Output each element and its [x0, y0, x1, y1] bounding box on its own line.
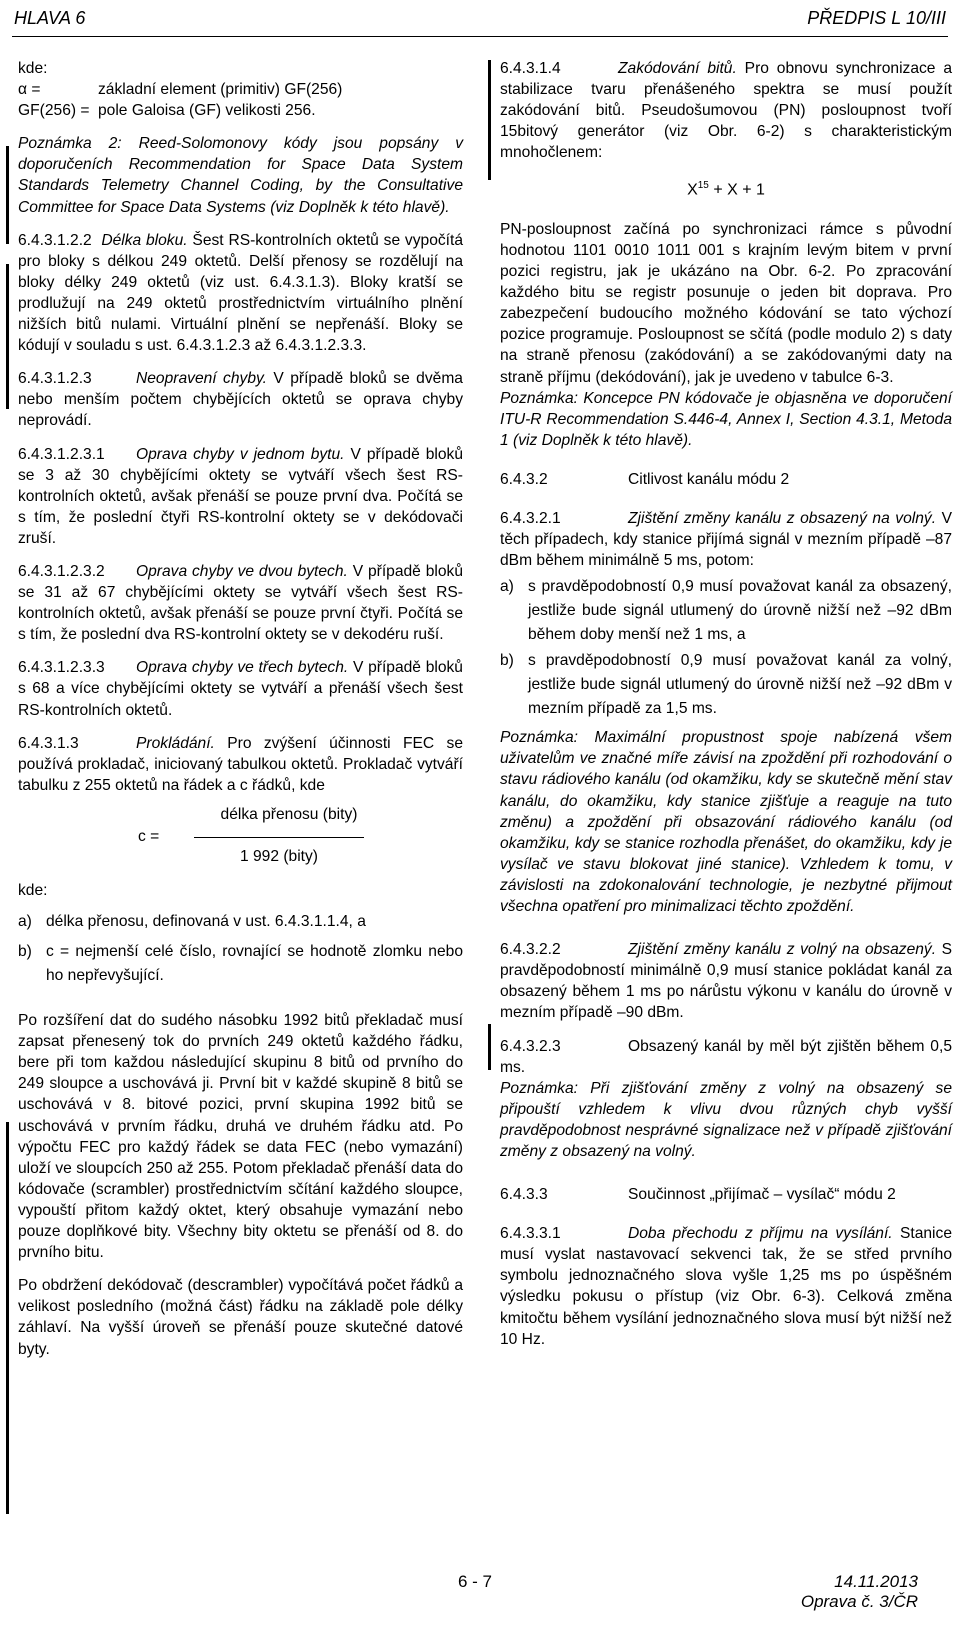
list-marker: a) — [18, 913, 32, 930]
section-number: 6.4.3.2.2 — [500, 941, 561, 959]
section-number: 6.4.3.1.4 — [500, 60, 561, 77]
section-text: Šest RS-kontrolních oktetů se vypočítá pro bloky s délkou 249 oktetů. Delší přenosy se rozdělují na bloky délky 249 oktetů (viz ust. 6.4.3.1.3). Bloky kratší se prodlužují na 249 oktetů prostřednictvím virtuálního plnění nižších bitů nulami. Virtuální plnění se nepřenáší. Bloky se kódují v souladu s ust. 6.4.3.1.2.3 až 6.4.3.1.2.3.3. — [18, 231, 464, 355]
fraction-denominator: 1 992 (bity) — [239, 847, 318, 865]
poly-term: X — [687, 181, 698, 199]
section-6-4-3-1-2-3-1 — [18, 444, 463, 549]
fraction-formula — [18, 804, 463, 874]
pn-note: Poznámka: Koncepce PN kódovače je objasněna ve doporučení ITU-R Recommendation S.446-4, Annex I, Section 4.3.1, Metoda 1 (viz Doplněk k této hlavě). — [500, 389, 952, 449]
list-text: s pravděpodobností 0,9 musí považovat kanál za volný, jestliže bude signál utlumený do úrovně nižší než –92 dBm v mezním případě za 1,5 ms. — [528, 652, 952, 718]
section-6-4-3-1-4 — [500, 58, 952, 163]
change-bar-pn — [488, 60, 491, 180]
footer-amendment — [801, 1572, 918, 1612]
section-title: Délka bloku. — [101, 231, 188, 249]
section-number: 6.4.3.1.2.3.1 — [18, 445, 105, 463]
max-throughput-note: Poznámka: Maximální propustnost spoje nabízená všem uživatelům ve značné míře závisí na zpoždění při rozhodování o stavu rádiového kanálu (od okamžiku, kdy se skutečně mění stav kanálu, do okamžiku, kdy stanice zjišťuje a reaguje na tuto změnu) a zpoždění při obsazování rádiového kanálu (od okamžiku, kdy se stanice rozhodla přenášet, do okamžiku, kdy je vysílač ve stavu blokovat jiné stanice). Vzhledem k tomu, v závislosti na zdokonalování technologie, je nezbytné přijmout všechna opatření pro minimalizaci těchto zpoždění. — [500, 729, 952, 916]
section-title: Oprava chyby ve třech bytech. — [136, 659, 349, 677]
definition-value: základní element (primitiv) GF(256) — [98, 81, 343, 99]
section-title: Zakódování bitů. — [618, 60, 737, 77]
section-number: 6.4.3.3.1 — [500, 1225, 561, 1243]
section-number: 6.4.3.2.1 — [500, 510, 561, 528]
list-marker: b) — [500, 652, 514, 670]
fraction-bar — [194, 837, 364, 838]
section-6-4-3-2-3 — [500, 1036, 952, 1078]
section-title: Zjištění změny kanálu z obsazený na volný. — [628, 510, 937, 528]
definition-value: pole Galoisa (GF) velikosti 256. — [98, 102, 316, 120]
page-number: 6 - 7 — [458, 1572, 493, 1591]
section-6-4-3-3 — [500, 1184, 952, 1205]
header-rule — [12, 36, 948, 37]
left-column — [18, 58, 463, 1372]
paragraph-deinterleaving: Po obdržení dekódovač (descrambler) vypočítává počet řádků a velikost posledního (možná část) řádku na základě pole délky záhlaví. Na vyšší úroveň se přenáší pouze skutečné datové byty. — [18, 1277, 463, 1358]
change-bar-prokladani — [6, 1122, 9, 1514]
change-bar-note-max — [488, 1024, 491, 1070]
list-item — [18, 911, 463, 932]
section-number: 6.4.3.2.3 — [500, 1037, 561, 1055]
section-number: 6.4.3.1.3 — [18, 734, 79, 752]
section-title: Doba přechodu z příjmu na vysílání. — [628, 1225, 893, 1243]
section-text: V případě bloků se 31 až 67 chybějícími oktety se vytváří všech šest RS-kontrolních oktetů, avšak přenáší se pouze první čtyři. Počítá se s tím, že poslední dva RS-kontrolní oktety se v dekodéru ruší. — [18, 562, 463, 644]
list-item — [500, 649, 952, 721]
section-text: V případě bloků s 68 a více chybějícími oktety se vytváří a přenáší všech šest RS-kontrolních oktetů. — [18, 659, 463, 719]
section-6-4-3-2-2 — [500, 939, 952, 1023]
fraction-numerator: délka přenosu (bity) — [220, 805, 358, 823]
fraction-lhs: c = — [138, 827, 160, 845]
section-text: Stanice musí vyslat nastavovací sekvenci tak, že se střed prvního symbolu jednoznačného slova vyšle 1,25 ms po úspěšném výsledku pokusu o přístup (viz Obr. 6-3). Celková změna kmitočtu během vysílání jednoznačného slova musí být nižší než 10 Hz. — [500, 1225, 952, 1348]
list-text: s pravděpodobností 0,9 musí považovat kanál za obsazený, jestliže bude signál utlumený do úrovně nižší než –92 dBm během doby menší než 1 ms, a — [528, 578, 952, 644]
list-text: délka přenosu, definovaná v ust. 6.4.3.1.1.4, a — [46, 913, 366, 930]
section-title: Součinnost „přijímač – vysílač“ módu 2 — [628, 1186, 896, 1204]
section-title: Oprava chyby ve dvou bytech. — [136, 562, 348, 580]
section-title: Neopravení chyby. — [136, 370, 267, 388]
section-title: Zjištění změny kanálu z volný na obsazený. — [628, 941, 937, 959]
detection-note: Poznámka: Při zjišťování změny z volný na obsazený se připouští vzhledem k vlivu dvou různých chyb vyšší pravděpodobnost nesprávné signalizace než v případě zjišťování změny z obsazený na volný. — [500, 1079, 952, 1160]
right-column — [500, 58, 952, 1362]
section-number: 6.4.3.1.2.3.3 — [18, 659, 105, 677]
section-6-4-3-1-2-3-3 — [18, 657, 463, 720]
pn-sequence-text: PN-posloupnost začíná po synchronizaci rámce s původní hodnotou 1101 0010 1011 001 s krajním levým bitem v první pozici registru, jak je ukázáno na Obr. 6-2. Po zpracování každého bitu se registr posunuje o jeden bit doprava. Pro zabezpečení budoucího možného kódování se tato výchozí pozice programuje. Posloupnost se sčítá (podle modulo 2) s daty na straně přenosu (zakódování) a se zakódovanými daty na straně příjmu (dekódování), jak je uvedeno v tabulce 6-3. — [500, 220, 952, 386]
characteristic-polynomial — [500, 175, 952, 200]
footer-date: 14.11.2013 — [834, 1572, 918, 1591]
definition-key: α = — [18, 81, 41, 99]
section-text: Pro zvýšení účinnosti FEC se používá prokladač, iniciovaný tabulkou oktetů. Prokladač vytváří tabulku z 255 oktetů na řádek a c řádků, kde — [18, 734, 463, 794]
section-6-4-3-1-3 — [18, 733, 463, 796]
change-bar-note2 — [6, 146, 9, 244]
list-item — [500, 575, 952, 647]
definition-gf — [18, 100, 463, 121]
footer-amendment-label: Oprava č. 3/ČR — [800, 1592, 918, 1611]
section-number: 6.4.3.2 — [500, 470, 548, 488]
definition-key: GF(256) = — [18, 102, 90, 120]
section-text: Pro obnovu synchronizace a stabilizace tvaru přenášeného spektra se musí použít zakódování bitů. Pseudošumovou (PN) posloupnost tvoří 15bitový generátor (viz Obr. 6-2) s charakteristickým mnohočlenem: — [500, 60, 952, 162]
kde-label: kde: — [18, 60, 48, 77]
section-6-4-3-1-2-3-2 — [18, 561, 463, 645]
list-marker: b) — [18, 943, 32, 961]
poly-rest: + X + 1 — [708, 181, 765, 199]
section-text: V případě bloků se 3 až 30 chybějícími oktety se vytváří všech šest RS-kontrolních oktetů, avšak přenáší se pouze první dva. Počítá se s tím, že poslední čtyři RS-kontrolní oktety se v dekódovači zruší. — [18, 445, 463, 547]
definition-alpha — [18, 79, 463, 100]
kde-label: kde: — [18, 881, 48, 899]
list-marker: a) — [500, 578, 514, 596]
section-title: Oprava chyby v jednom bytu. — [136, 445, 345, 463]
section-number: 6.4.3.3 — [500, 1186, 548, 1204]
section-6-4-3-1-2-2 — [18, 230, 463, 357]
section-text: V těch případech, kdy stanice přijímá signál v mezním případě –87 dBm během minimálně 5 ms, potom: — [500, 510, 952, 570]
section-number: 6.4.3.1.2.3 — [18, 370, 92, 388]
section-6-4-3-2-1 — [500, 508, 952, 571]
section-title: Citlivost kanálu módu 2 — [628, 470, 790, 488]
section-6-4-3-3-1 — [500, 1223, 952, 1350]
note-2: Poznámka 2: Reed-Solomonovy kódy jsou popsány v doporučeních Recommendation for Space Data System Standards Telemetry Channel Coding, by the Consultative Committee for Space Data Systems (viz Doplněk k této hlavě). — [18, 135, 463, 216]
poly-exponent: 15 — [697, 180, 709, 192]
section-number: 6.4.3.1.2.2 — [18, 231, 92, 249]
change-bar-block-length — [6, 264, 9, 409]
list-text: c = nejmenší celé číslo, rovnající se hodnotě zlomku nebo ho nepřevyšující. — [46, 943, 463, 985]
section-title: Prokládání. — [136, 734, 215, 752]
regulation-header: PŘEDPIS L 10/III — [807, 8, 946, 28]
section-6-4-3-1-2-3 — [18, 368, 463, 431]
section-text: S pravděpodobností minimálně 0,9 musí stanice pokládat kanál za obsazený během 1 ms po nárůstu výkonu v kanálu do úrovně v mezním případě –90 dBm. — [500, 941, 952, 1022]
paragraph-interleaving: Po rozšíření dat do sudého násobku 1992 bitů překladač musí zapsat přenesený tok do prvních 249 oktetů každého řádku, bere při tom každou následující skupinu 8 bitů od prvního do 249 sloupce a uschovává ji. První bit v každé skupině 8 bitů se uschovává v 8. bitové pozici, první skupina 1992 bitů se uschovává v prvním řádku, druhá ve druhém řádku atd. Po výpočtu FEC pro každý řádek se data FEC (nebo vymazání) uloží ve sloupcích 250 až 255. Potom překladač přenáší data do kódovače (scrambler) prostřednictvím sčítání každého sloupce, vypouští přitom každý oktet, který obsahuje vymazání nebo pouze doplňkové bity. Všechny bity oktetu se přenáší od 8. do prvního bitu. — [18, 1012, 463, 1262]
section-6-4-3-2 — [500, 469, 952, 490]
chapter-header: HLAVA 6 — [14, 8, 86, 28]
section-text: Obsazený kanál by měl být zjištěn během 0,5 ms. — [500, 1037, 952, 1076]
section-text: V případě bloků se dvěma nebo menším počtem chybějících oktetů se oprava chyby neprovádí. — [18, 370, 463, 430]
list-item — [18, 940, 463, 988]
section-number: 6.4.3.1.2.3.2 — [18, 562, 105, 580]
